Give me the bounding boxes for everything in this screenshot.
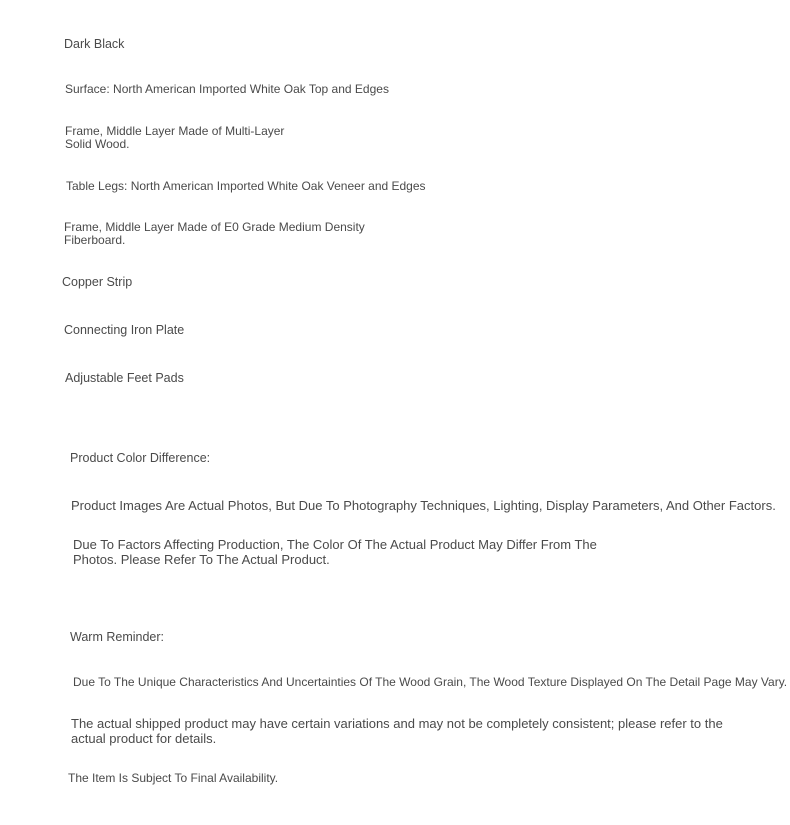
material-surface: Surface: North American Imported White Oak Top and Edges [65, 82, 389, 96]
material-copper-strip: Copper Strip [62, 275, 133, 289]
material-frame-multilayer: Frame, Middle Layer Made of Multi-Layer Solid Wood. [65, 124, 285, 151]
material-feet-pads: Adjustable Feet Pads [65, 371, 184, 385]
warm-reminder-text-1: Due To The Unique Characteristics And Uncertainties Of The Wood Grain, The Wood Texture Displayed On The Detail Page May Vary. [73, 675, 788, 689]
warm-reminder-heading: Warm Reminder: [70, 630, 164, 644]
warm-reminder-text-2: The actual shipped product may have certain variations and may not be completely consistent; please refer to the actual product for details. [71, 716, 723, 746]
color-difference-text-2: Due To Factors Affecting Production, The Color Of The Actual Product May Differ From The Photos. Please Refer To The Actual Product. [73, 537, 597, 567]
material-table-legs: Table Legs: North American Imported White Oak Veneer and Edges [66, 179, 426, 193]
material-iron-plate: Connecting Iron Plate [64, 323, 185, 337]
availability-notice: The Item Is Subject To Final Availability. [68, 771, 279, 785]
color-difference-heading: Product Color Difference: [70, 451, 211, 465]
color-difference-text-1: Product Images Are Actual Photos, But Due To Photography Techniques, Lighting, Display Parameters, And Other Factors. [71, 498, 776, 513]
material-dark-black: Dark Black [64, 37, 125, 51]
material-frame-mdf: Frame, Middle Layer Made of E0 Grade Medium Density Fiberboard. [64, 220, 365, 247]
